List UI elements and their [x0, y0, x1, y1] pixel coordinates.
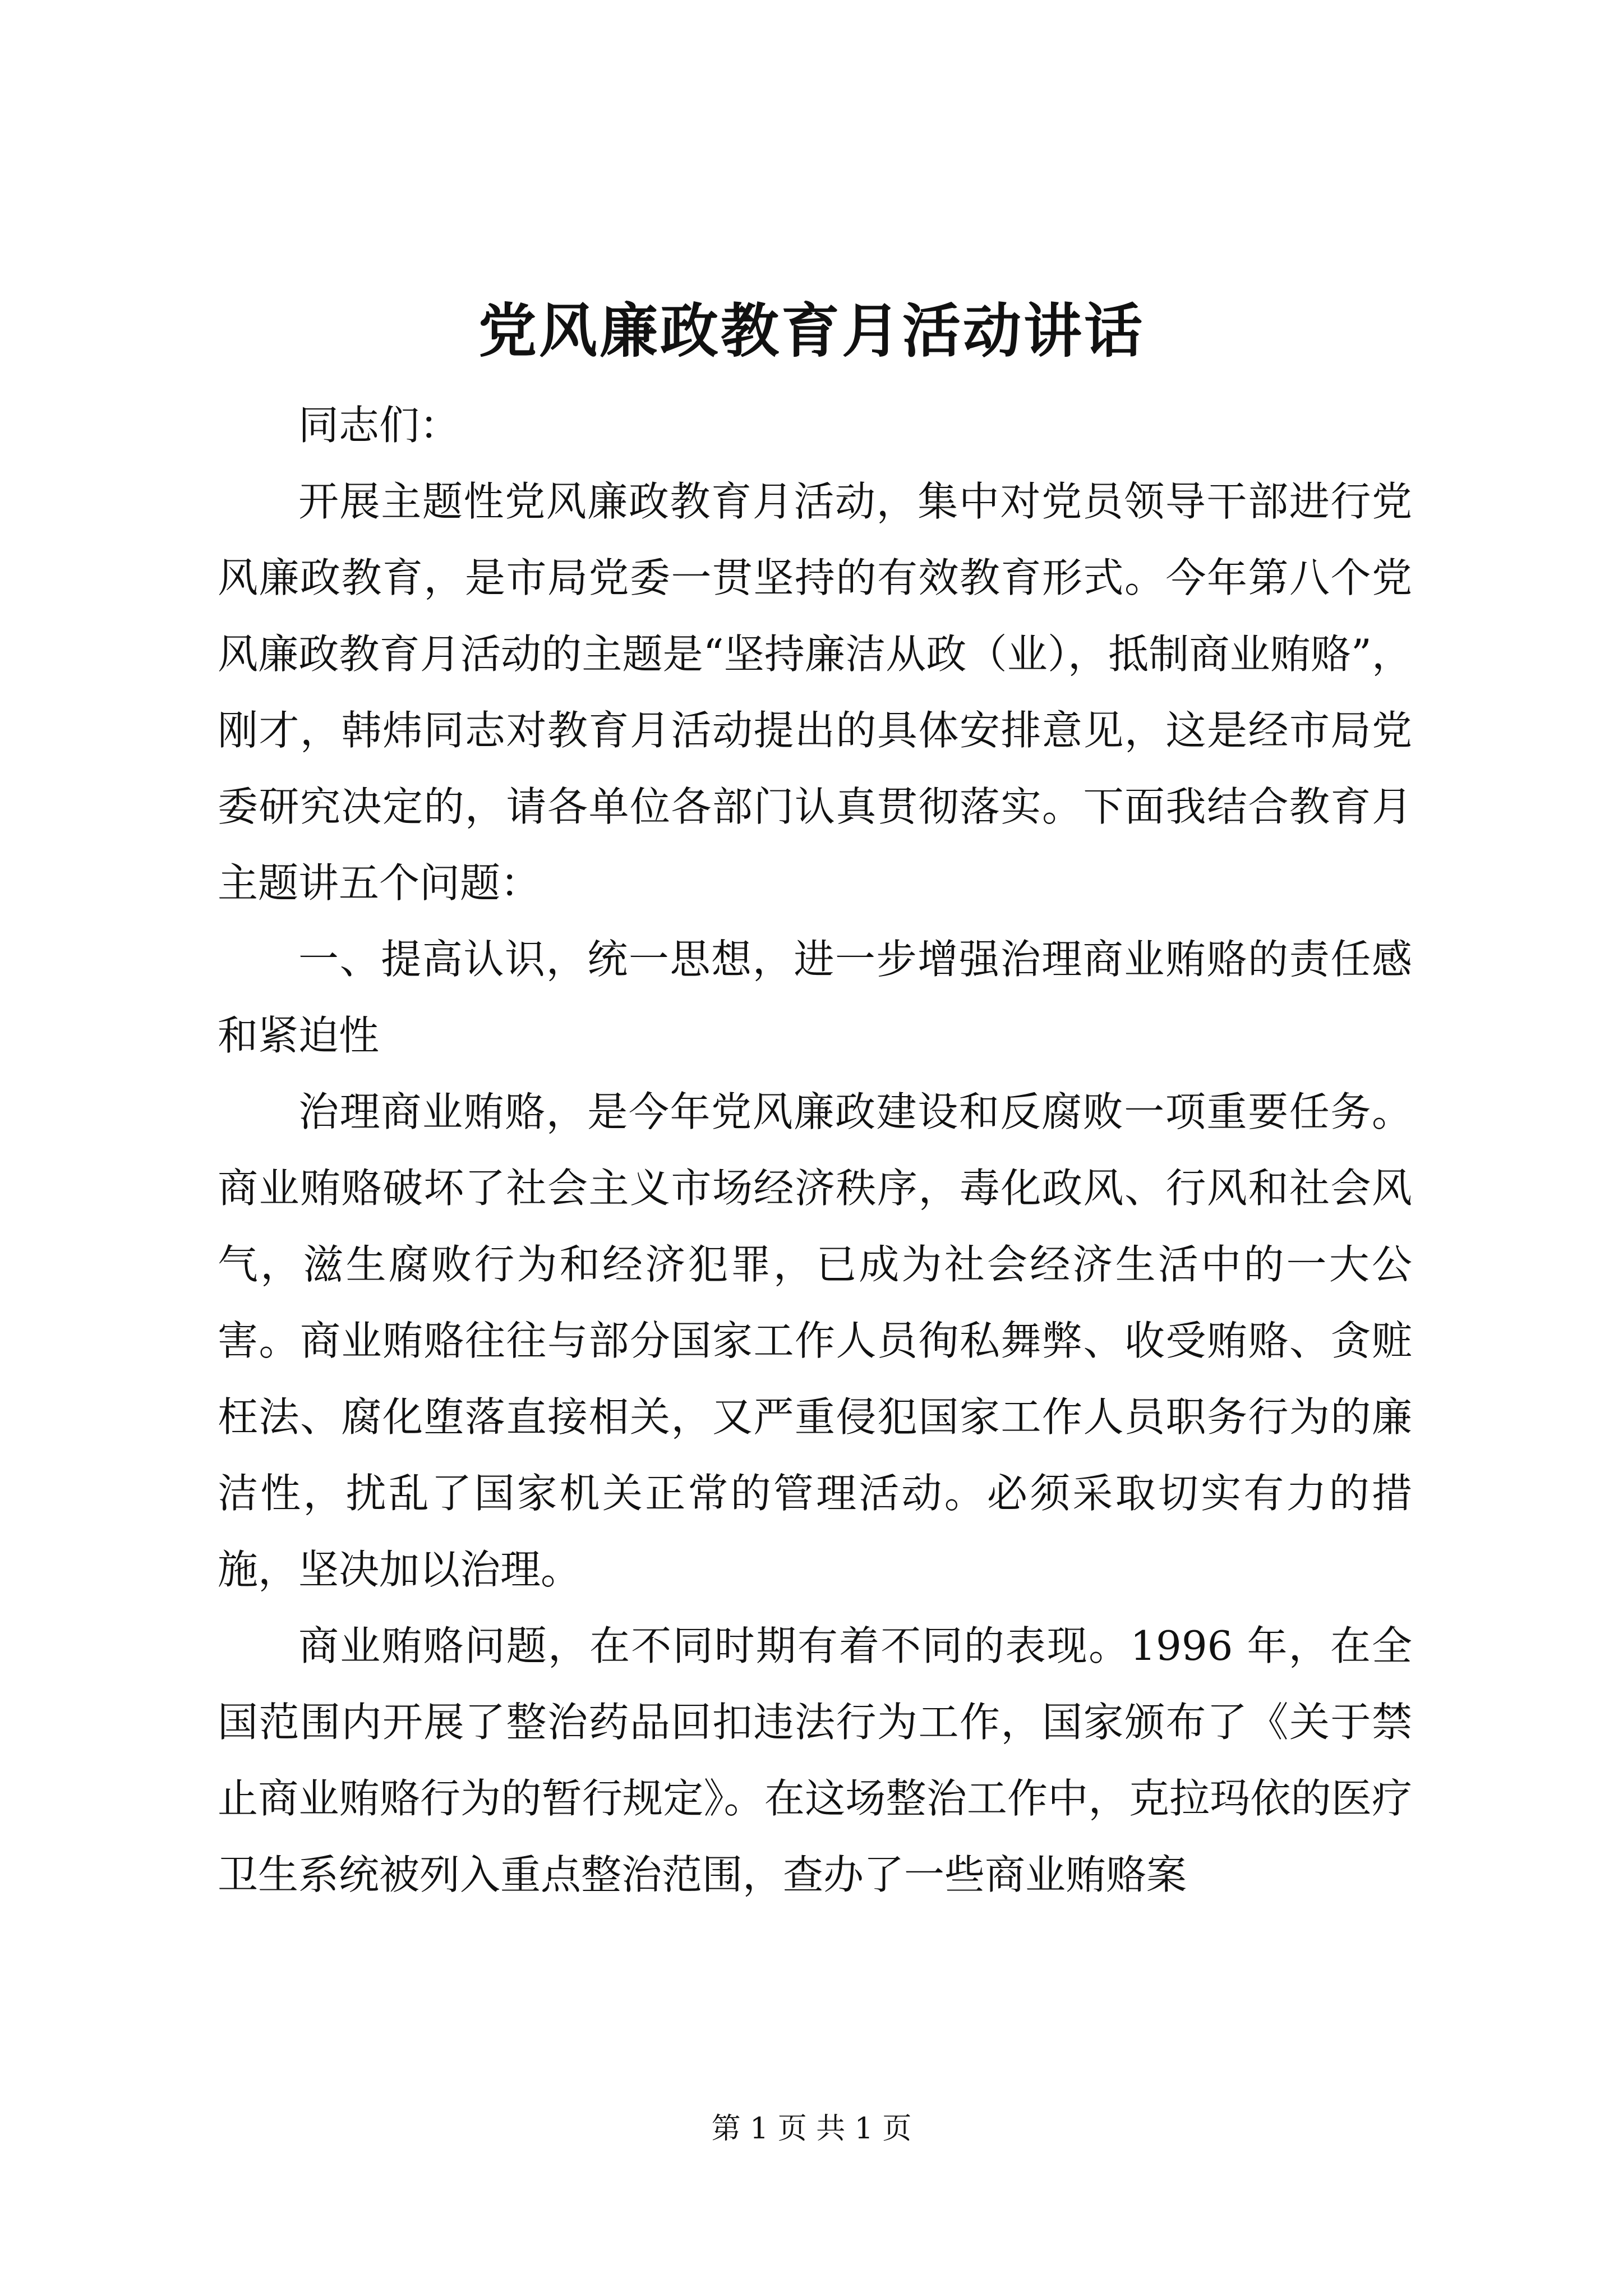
document-body [218, 387, 1412, 1913]
intro-paragraph: 开展主题性党风廉政教育月活动，集中对党员领导干部进行党风廉政教育，是市局党委一贯坚持的有效教育形式。今年第八个党风廉政教育月活动的主题是“坚持廉洁从政（业），抵制商业贿赂”，刚才，韩炜同志对教育月活动提出的具体安排意见，这是经市局党委研究决定的，请各单位各部门认真贯彻落实。下面我结合教育月主题讲五个问题： [218, 478, 1412, 907]
section-heading-1: 一、提高认识，统一思想，进一步增强治理商业贿赂的责任感和紧迫性 [218, 936, 1412, 1059]
body-paragraph: 商业贿赂问题，在不同时期有着不同的表现。1996 年，在全国范围内开展了整治药品回扣违法行为工作，国家颁布了《关于禁止商业贿赂行为的暂行规定》。在这场整治工作中，克拉玛依的医疗卫生系统被列入重点整治范围，查办了一些商业贿赂案 [218, 1622, 1412, 1898]
greeting-paragraph: 同志们： [298, 402, 460, 449]
page-number-footer: 第 1 页 共 1 页 [711, 2112, 912, 2146]
body-paragraph: 治理商业贿赂，是今年党风廉政建设和反腐败一项重要任务。商业贿赂破坏了社会主义市场经济秩序，毒化政风、行风和社会风气，滋生腐败行为和经济犯罪，已成为社会经济生活中的一大公害。商业贿赂往往与部分国家工作人员徇私舞弊、收受贿赂、贪赃枉法、腐化堕落直接相关，又严重侵犯国家工作人员职务行为的廉洁性，扰乱了国家机关正常的管理活动。必须采取切实有力的措施，坚决加以治理。 [218, 1088, 1412, 1593]
document-title: 党风廉政教育月活动讲话 [478, 296, 1145, 365]
